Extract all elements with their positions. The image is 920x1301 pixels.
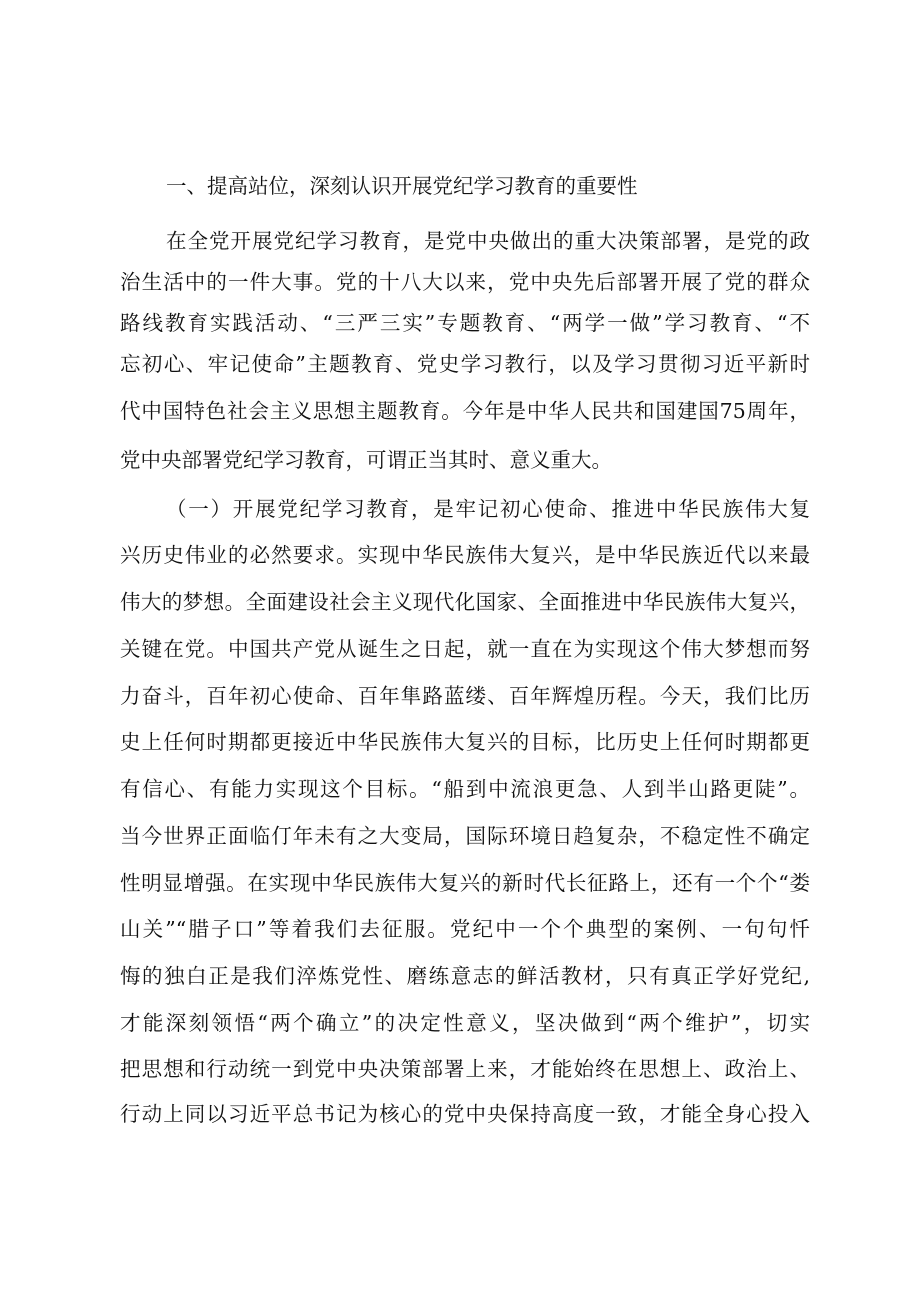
paragraph-2-line-12: 才能深刻领悟“两个确立”的决定性意义，坚决做到“两个维护”，切实 xyxy=(120,1011,810,1035)
paragraph-2-line-10: 山关”“腊子口”等着我们去征服。党纪中一个个典型的案例、一句句忏 xyxy=(120,917,810,941)
paragraph-2-line-4: 关键在党。中国共产党从诞生之日起，就一直在为实现这个伟大梦想而努 xyxy=(120,637,810,661)
paragraph-2-line-7: 有信心、有能力实现这个目标。“船到中流浪更急、人到半山路更陡”。 xyxy=(120,777,810,801)
paragraph-2-line-2: 兴历史伟业的必然要求。实现中华民族伟大复兴，是中华民族近代以来最 xyxy=(120,543,810,567)
paragraph-2-line-9: 性明显增强。在实现中华民族伟大复兴的新时代长征路上，还有一个个“娄 xyxy=(120,871,810,895)
paragraph-1-line-6: 党中央部署党纪学习教育，可谓正当其时、意义重大。 xyxy=(120,448,612,472)
paragraph-2-line-13: 把思想和行动统一到党中央决策部署上来，才能始终在思想上、政治上、 xyxy=(120,1057,810,1081)
paragraph-1-line-4: 忘初心、牢记使命”主题教育、党史学习教行，以及学习贯彻习近平新时 xyxy=(120,352,810,376)
paragraph-2-line-14: 行动上同以习近平总书记为核心的党中央保持高度一致，才能全身心投入 xyxy=(120,1102,810,1126)
paragraph-2-line-5: 力奋斗，百年初心使命、百年隼路蓝缕、百年辉煌历程。今天，我们比历 xyxy=(120,684,810,708)
paragraph-2-line-1: （一）开展党纪学习教育，是牢记初心使命、推进中华民族伟大复 xyxy=(166,497,810,521)
paragraph-1-line-5: 代中国特色社会主义思想主题教育。今年是中华人民共和国建国75周年， xyxy=(120,399,810,423)
paragraph-1-line-2: 治生活中的一件大事。党的十八大以来，党中央先后部署开展了党的群众 xyxy=(120,270,810,294)
paragraph-1-line-3: 路线教育实践活动、“三严三实”专题教育、“两学一做”学习教育、“不 xyxy=(120,311,810,335)
paragraph-2-line-11: 悔的独白正是我们淬炼党性、磨练意志的鲜活教材，只有真正学好党纪, xyxy=(120,964,810,988)
paragraph-2-line-3: 伟大的梦想。全面建设社会主义现代化国家、全面推进中华民族伟大复兴， xyxy=(120,590,810,614)
paragraph-2-line-6: 史上任何时期都更接近中华民族伟大复兴的目标，比历史上任何时期都更 xyxy=(120,730,810,754)
section-heading: 一、提高站位，深刻认识开展党纪学习教育的重要性 xyxy=(166,174,638,198)
paragraph-2-line-8: 当今世界正面临仃年未有之大变局，国际环境日趋复杂，不稳定性不确定 xyxy=(120,824,810,848)
paragraph-1-line-1: 在全党开展党纪学习教育，是党中央做出的重大决策部署，是党的政 xyxy=(166,229,810,253)
